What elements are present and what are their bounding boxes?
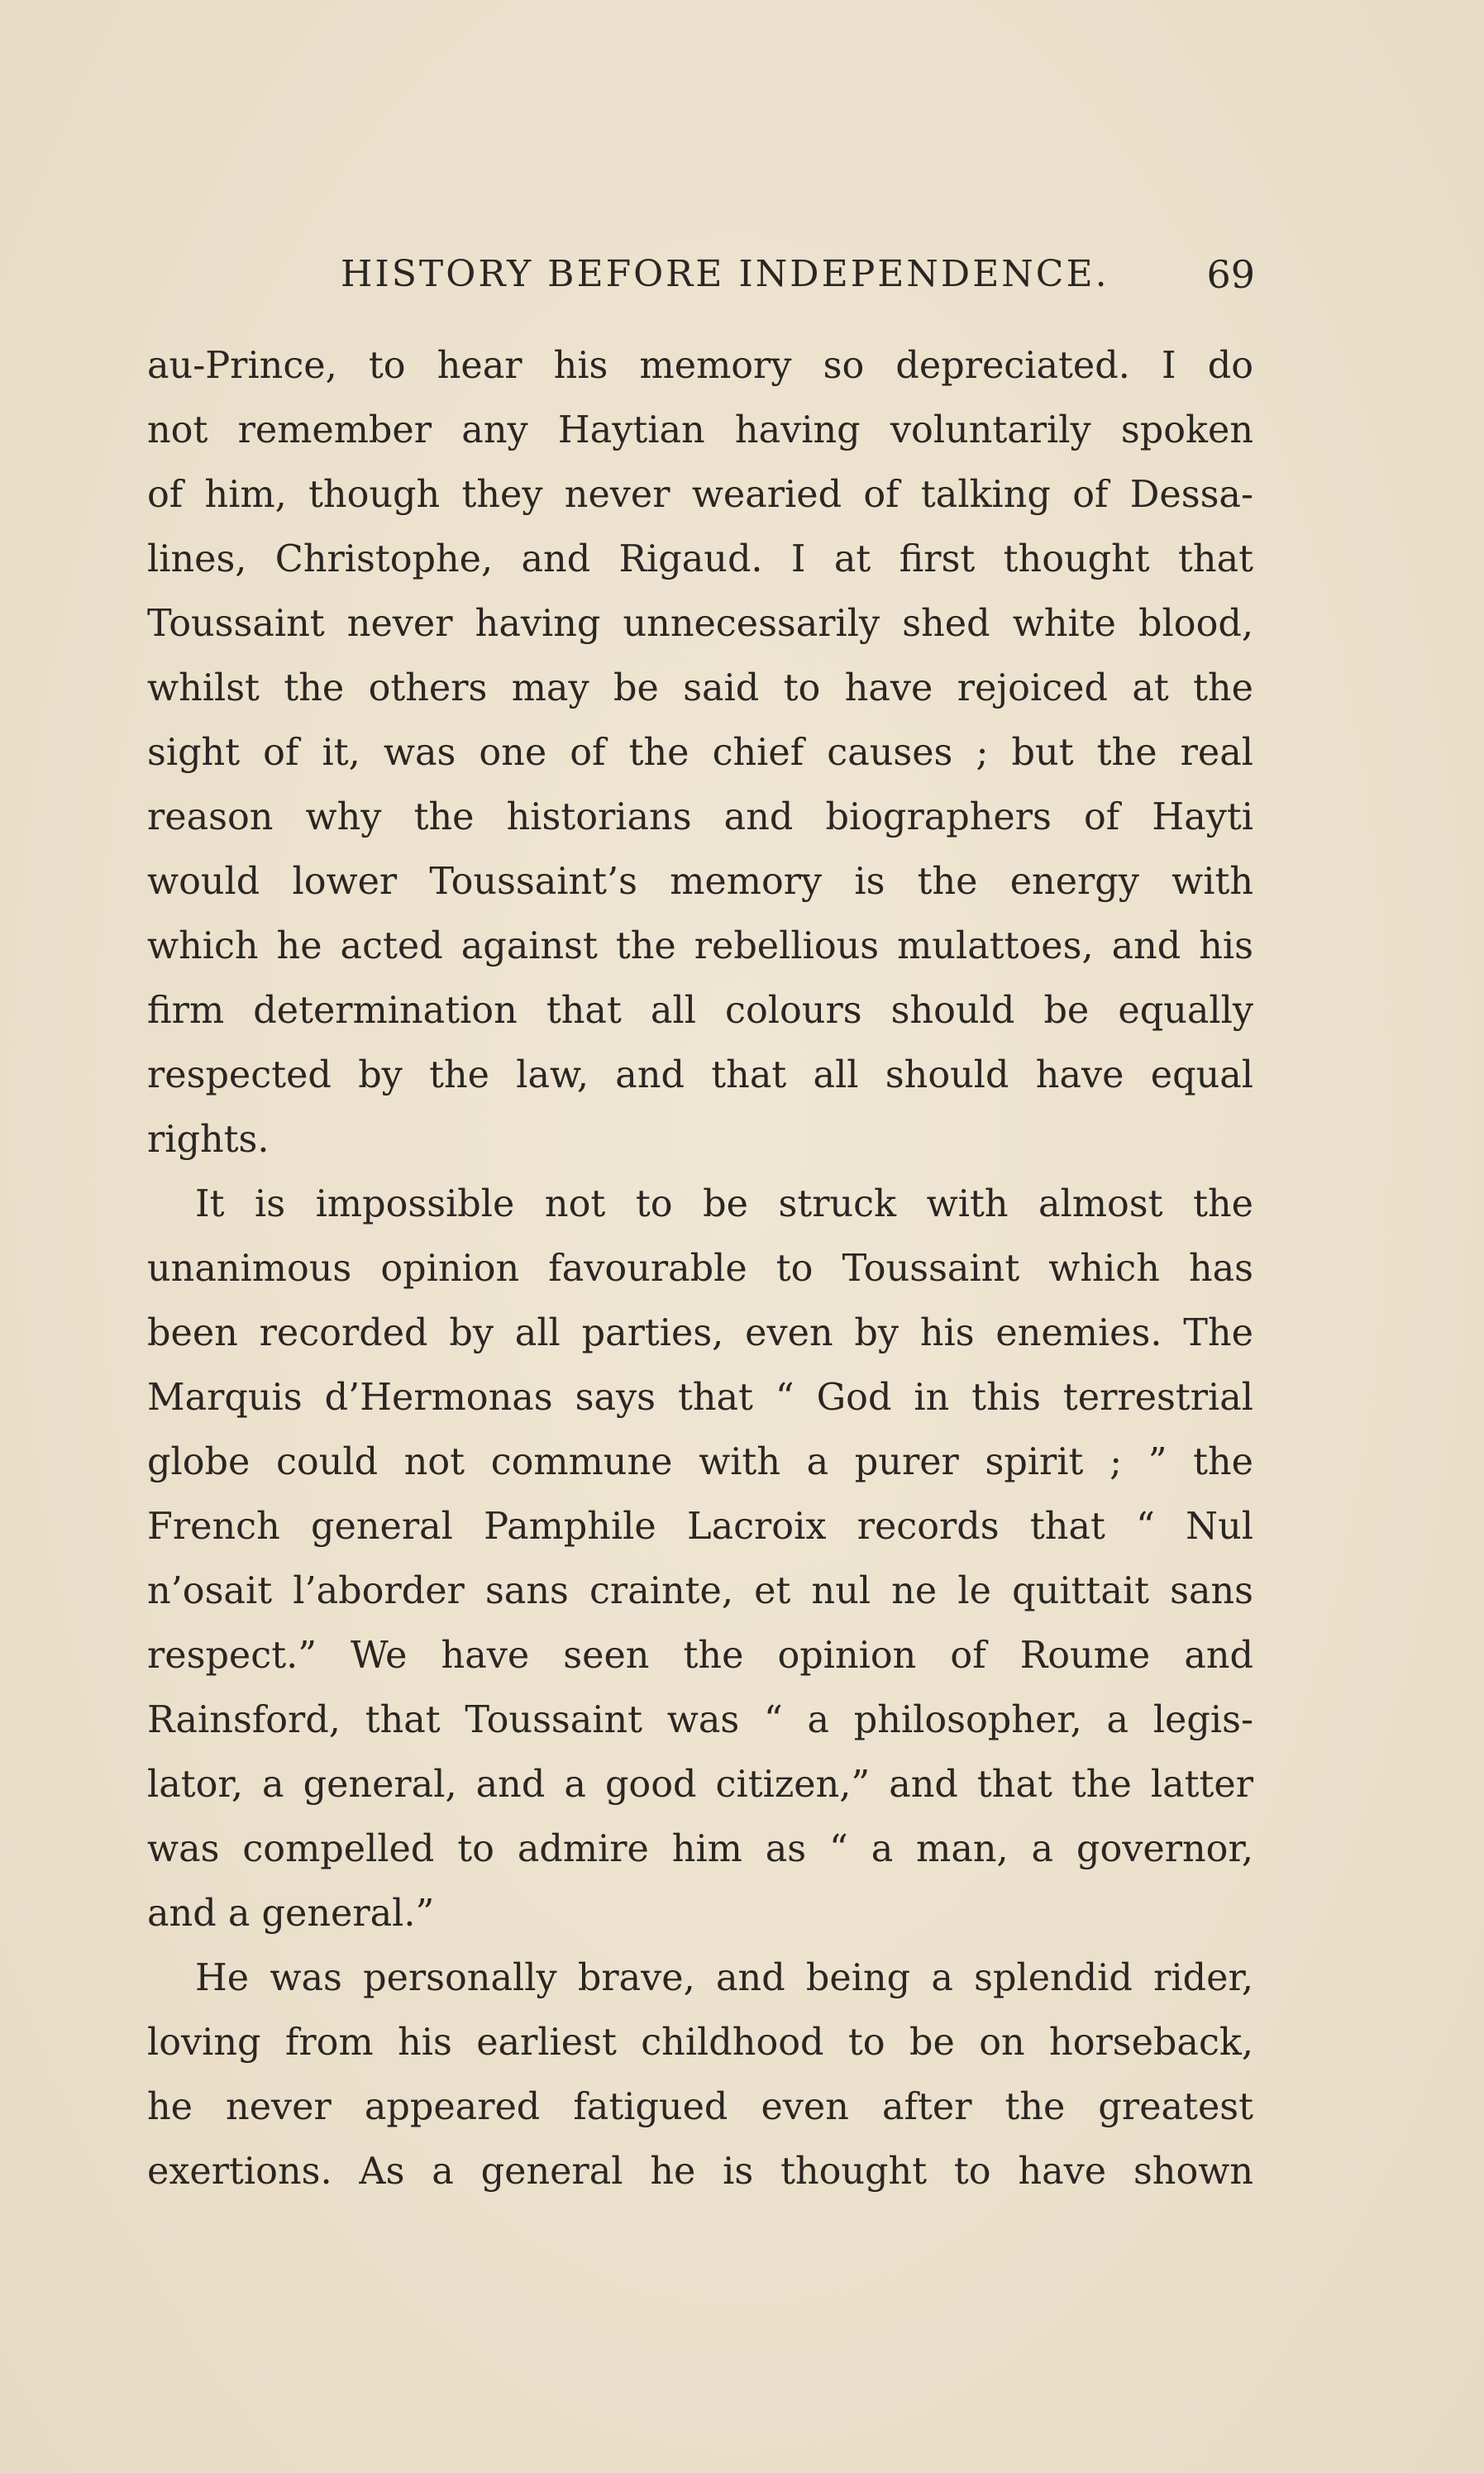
text-line: Marquis d’Hermonas says that “ God in this terrestrial xyxy=(147,1377,1253,1419)
text-line: loving from his earliest childhood to be on horseback, xyxy=(147,2022,1253,2064)
text-line: unanimous opinion favourable to Toussaint which has xyxy=(147,1248,1253,1290)
text-line: Rainsford, that Toussaint was “ a philosopher, a legis- xyxy=(147,1699,1253,1741)
text-line: was compelled to admire him as “ a man, a governor, xyxy=(147,1828,1253,1870)
text-line: and a general.” xyxy=(147,1893,435,1935)
text-line: been recorded by all parties, even by his enemies. The xyxy=(147,1312,1253,1354)
text-line: respect.” We have seen the opinion of Roume and xyxy=(147,1635,1253,1677)
paragraph-3 xyxy=(147,1946,1253,2204)
text-line: lines, Christophe, and Rigaud. I at first thought that xyxy=(147,538,1253,580)
text-line: reason why the historians and biographers of Hayti xyxy=(147,796,1253,838)
page-header xyxy=(147,250,1255,299)
text-line: would lower Toussaint’s memory is the energy with xyxy=(147,861,1253,903)
text-line: rights. xyxy=(147,1119,270,1161)
paragraph-1 xyxy=(147,334,1253,1172)
text-line: exertions. As a general he is thought to have shown xyxy=(147,2151,1253,2193)
text-line: respected by the law, and that all should have equal xyxy=(147,1054,1253,1096)
text-line: lator, a general, and a good citizen,” and that the latter xyxy=(147,1764,1253,1806)
text-line: sight of it, was one of the chief causes ; but the real xyxy=(147,732,1253,774)
text-line: which he acted against the rebellious mulattoes, and his xyxy=(147,925,1253,967)
paragraph-2 xyxy=(147,1172,1253,1946)
text-line: not remember any Haytian having voluntarily spoken xyxy=(147,409,1253,451)
body-text xyxy=(147,334,1253,2204)
running-head: HISTORY BEFORE INDEPENDENCE. xyxy=(341,253,1109,295)
text-line: It is impossible not to be struck with almost the xyxy=(195,1183,1253,1225)
text-line: Toussaint never having unnecessarily shed white blood, xyxy=(147,603,1253,645)
text-line: whilst the others may be said to have rejoiced at the xyxy=(147,667,1253,709)
text-line: He was personally brave, and being a splendid rider, xyxy=(195,1957,1253,1999)
text-line: French general Pamphile Lacroix records that “ Nul xyxy=(147,1506,1253,1548)
text-line: n’osait l’aborder sans crainte, et nul ne le quittait sans xyxy=(147,1570,1253,1612)
page-number: 69 xyxy=(1206,252,1255,297)
text-line: globe could not commune with a purer spirit ; ” the xyxy=(147,1441,1253,1483)
text-line: firm determination that all colours should be equally xyxy=(147,990,1253,1032)
text-line: he never appeared fatigued even after the greatest xyxy=(147,2086,1253,2128)
text-line: of him, though they never wearied of talking of Dessa- xyxy=(147,474,1253,516)
text-line: au-Prince, to hear his memory so depreciated. I do xyxy=(147,345,1253,387)
